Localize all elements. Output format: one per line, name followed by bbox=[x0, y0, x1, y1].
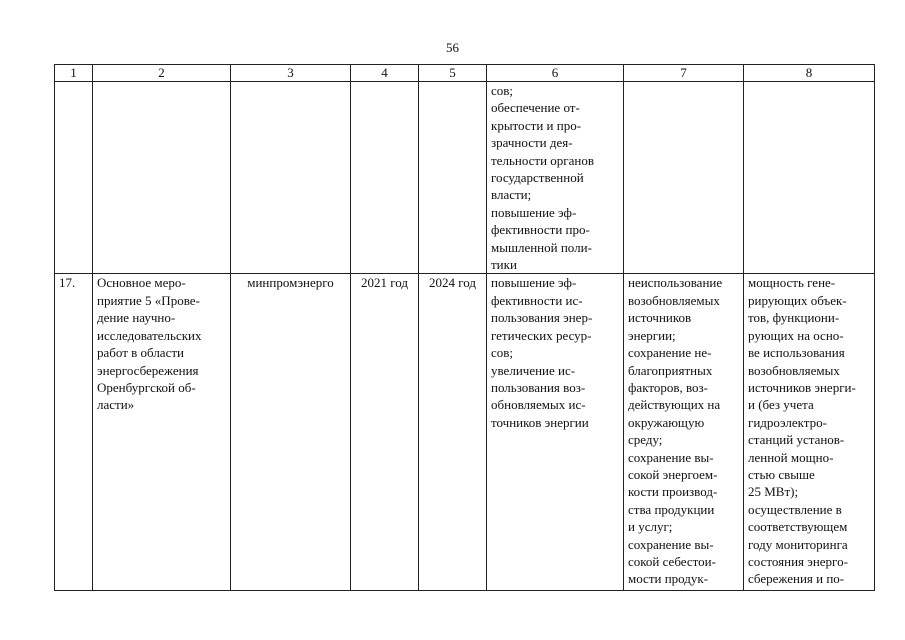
cell-measure-name: Основное меро- приятие 5 «Прове- дение научно- исследовательских работ в области энергосбережения Оренбургской об- ласти» bbox=[93, 274, 231, 591]
column-header-5: 5 bbox=[419, 65, 487, 82]
column-header-3: 3 bbox=[231, 65, 351, 82]
column-header-7: 7 bbox=[624, 65, 744, 82]
cell-expected-result: повышение эф- фективности ис- пользования энер- гетических ресур- сов; увеличение ис- пользования воз- обновляемых ис- точников энергии bbox=[487, 274, 624, 591]
cell-number bbox=[55, 82, 93, 274]
column-header-2: 2 bbox=[93, 65, 231, 82]
cell-end-year: 2024 год bbox=[419, 274, 487, 591]
cell-executor bbox=[231, 82, 351, 274]
page-number: 56 bbox=[446, 40, 459, 55]
column-header-1: 1 bbox=[55, 65, 93, 82]
cell-executor: минпромэнерго bbox=[231, 274, 351, 591]
column-header-4: 4 bbox=[351, 65, 419, 82]
cell-expected-result: сов; обеспечение от- крытости и про- зрачности дея- тельности органов государственной власти; повышение эф- фективности про- мышленной поли- тики bbox=[487, 82, 624, 274]
cell-consequences bbox=[624, 82, 744, 274]
cell-indicators: мощность гене- рирующих объек- тов, функциони- рующих на осно- ве использования возобновляемых источников энерги- и (без учета гидроэлектро- станций установ- ленной мощно- стью свыше 25 МВт); осуществление в соответствующем году мониторинга состояния энерго- сбережения и по- bbox=[744, 274, 875, 591]
table-row-continuation bbox=[55, 82, 875, 274]
column-header-8: 8 bbox=[744, 65, 875, 82]
cell-consequences: неиспользование возобновляемых источников энергии; сохранение не- благоприятных факторов, воз- действующих на окружающую среду; сохранение вы- сокой энергоем- кости производ- ства продукции и услуг; сохранение вы- сокой себестои- мости продук- bbox=[624, 274, 744, 591]
cell-start-year: 2021 год bbox=[351, 274, 419, 591]
column-header-6: 6 bbox=[487, 65, 624, 82]
measures-table bbox=[54, 64, 875, 591]
cell-number: 17. bbox=[55, 274, 93, 591]
cell-end-year bbox=[419, 82, 487, 274]
cell-measure-name bbox=[93, 82, 231, 274]
cell-start-year bbox=[351, 82, 419, 274]
cell-indicators bbox=[744, 82, 875, 274]
table-row-17 bbox=[55, 274, 875, 591]
header-row bbox=[55, 65, 875, 82]
